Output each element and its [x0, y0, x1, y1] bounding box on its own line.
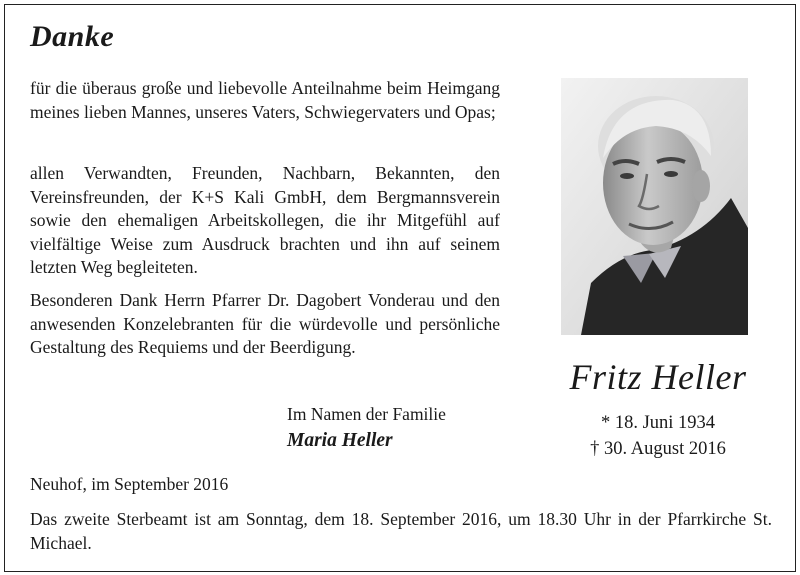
family-signature-label: Im Namen der Familie: [287, 404, 446, 424]
deceased-name: Fritz Heller: [569, 357, 747, 397]
portrait-illustration: [561, 78, 748, 335]
death-date: † 30. August 2016: [590, 439, 726, 459]
heading: Danke: [30, 20, 115, 53]
paragraph-priest: Besonderen Dank Herrn Pfarrer Dr. Dagobert Vonderau und den anwesenden Konzelebranten für die würdevolle und persönliche Gestaltung des Requiems und der Beerdigung.: [30, 290, 500, 357]
place-date: Neuhof, im September 2016: [30, 474, 229, 494]
birth-date: * 18. Juni 1934: [600, 413, 716, 433]
family-signature-name: Maria Heller: [287, 430, 393, 451]
life-dates: [540, 410, 776, 462]
service-note: Das zweite Sterbeamt ist am Sonntag, dem 18. September 2016, um 18.30 Uhr in der Pfarrkirche St. Michael.: [30, 509, 772, 553]
paragraph-thanks: für die überaus große und liebevolle Anteilnahme beim Heimgang meines lieben Mannes, unseres Vaters, Schwiegervaters und Opas;: [30, 78, 500, 122]
paragraph-relatives: allen Verwandten, Freunden, Nachbarn, Bekannten, den Vereinsfreunden, der K+S Kali GmbH, dem Bergmannsverein sowie den ehemaligen Arbeitskollegen, die ihr Mitgefühl auf vielfältige Weise zum Ausdruck brachten und ihn auf seinem letzten Weg begleiteten.: [30, 163, 500, 277]
portrait-photo: [561, 78, 748, 335]
